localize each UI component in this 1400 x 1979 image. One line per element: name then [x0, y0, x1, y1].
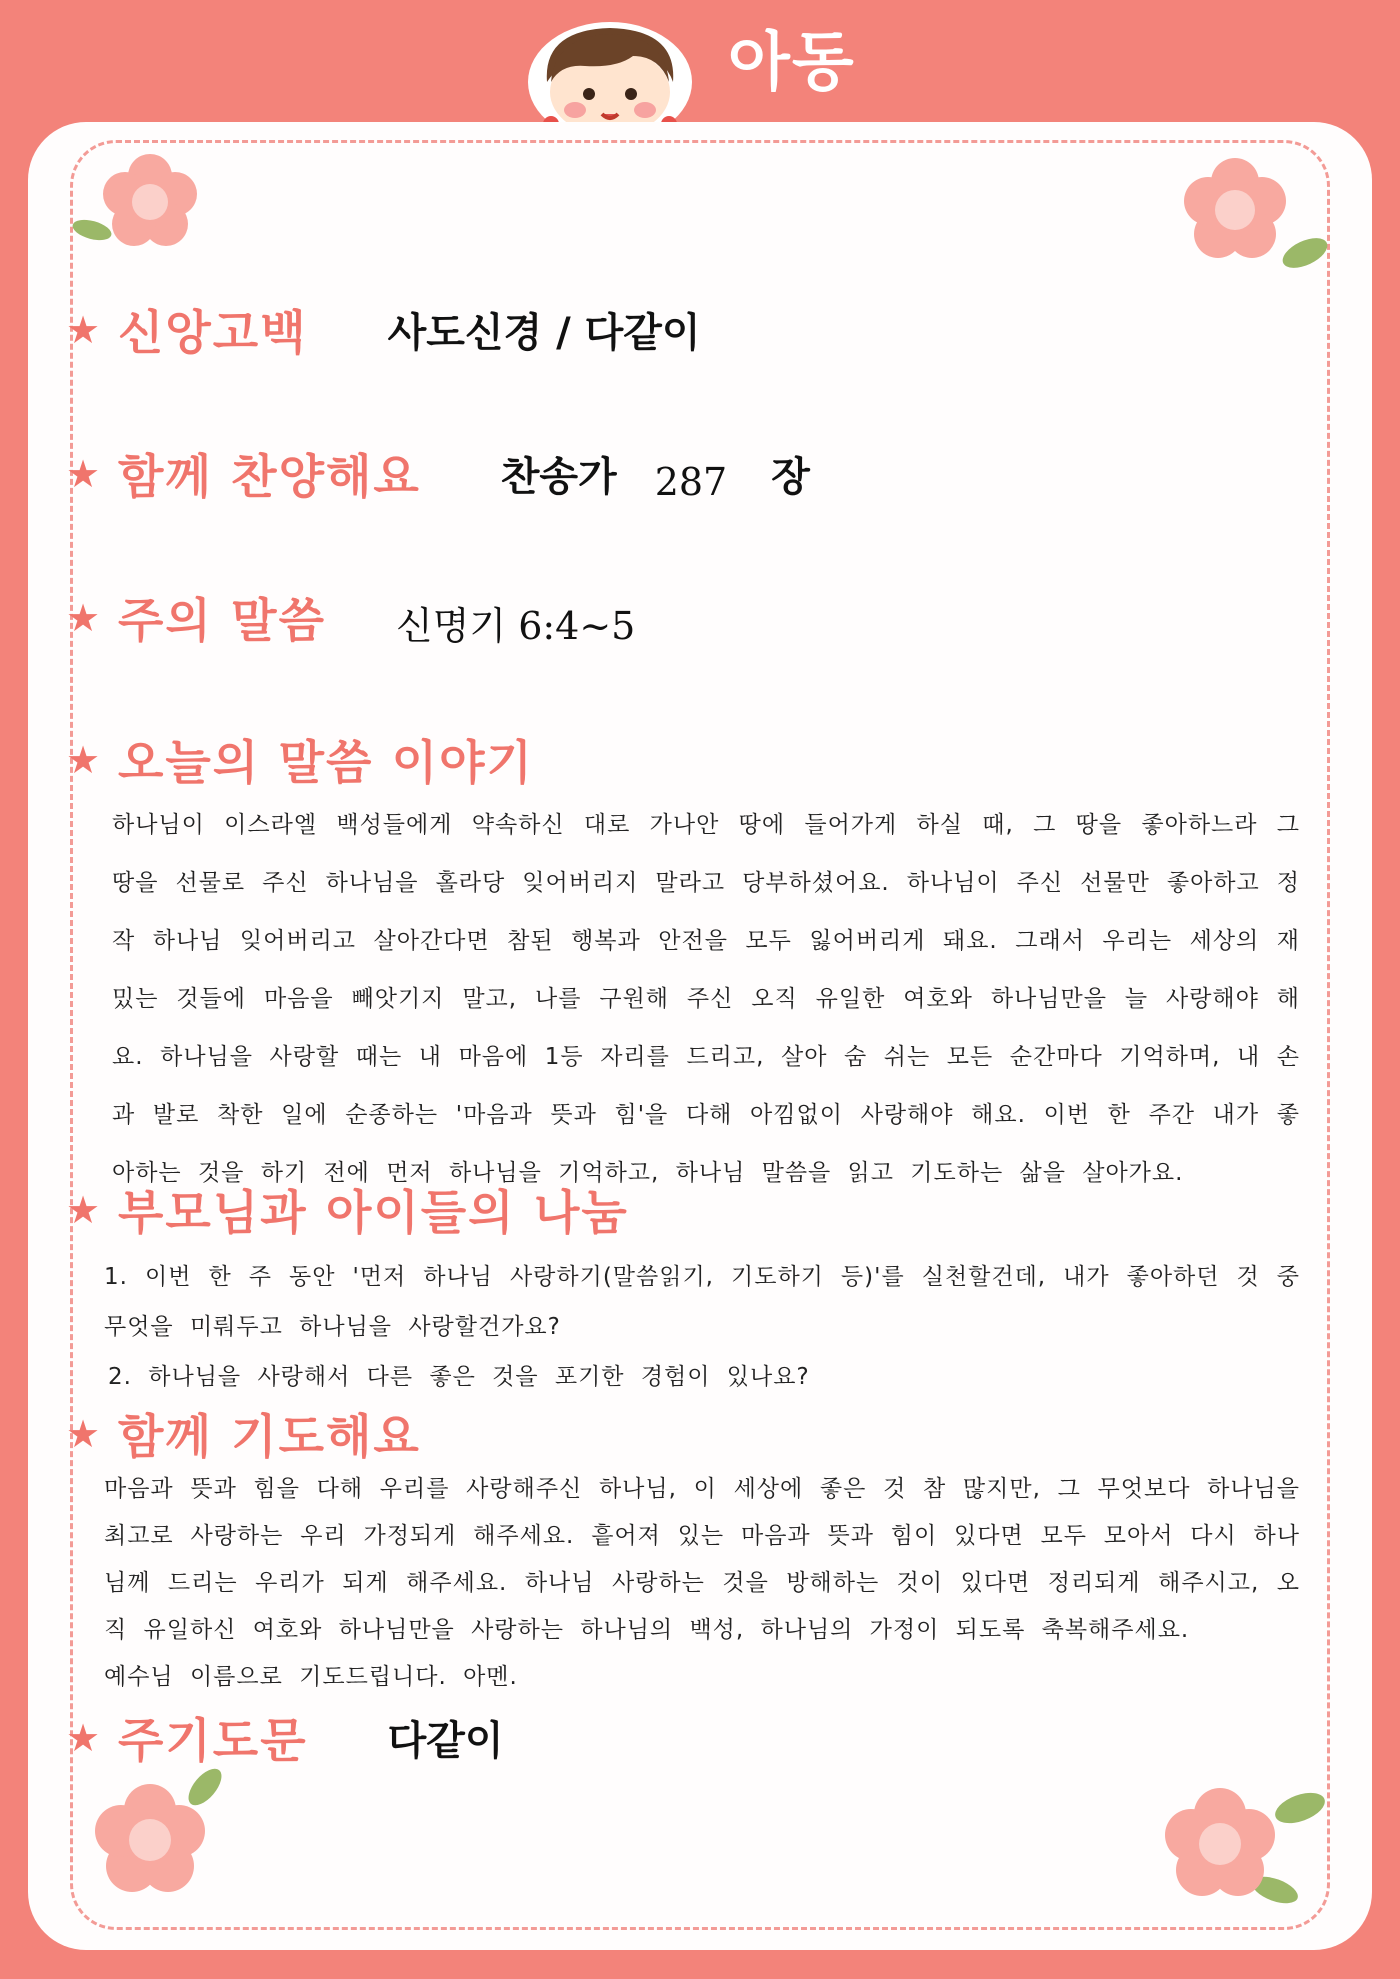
prayer-closing: 예수님 이름으로 기도드립니다. 아멘.: [104, 1664, 518, 1690]
sharing-row: [66, 1176, 629, 1243]
lords-prayer-value: 다같이: [387, 1718, 504, 1764]
verse-value: 신명기 6:4~5: [395, 604, 636, 648]
prayer-label: 함께 기도해요: [118, 1410, 421, 1465]
story-label: 오늘의 말씀 이야기: [118, 736, 534, 791]
verse-label: 주의 말씀: [118, 594, 326, 649]
prayer-paragraph: 마음과 뜻과 힘을 다해 우리를 사랑해주신 하나님, 이 세상에 좋은 것 참 많지만, 그 무엇보다 하나님을 최고로 사랑하는 우리 가정되게 해주세요. 흩어져 있는 마음과 뜻과 힘이 있다면 모두 모아서 다시 하나님께 드리는 우리가 되게 해주세요. 하나님 사랑하는 것을 방해하는 것이 있다면 정리되게 해주시고, 오직 유일하신 여호와 하나님만을 사랑하는 하나님의 백성, 하나님의 가정이 되도록 축복해주세요.: [104, 1476, 1300, 1643]
creed-row: [66, 296, 701, 363]
hymn-row: [66, 440, 810, 507]
prayer-text: [104, 1466, 1300, 1701]
flower-icon: [1165, 155, 1335, 275]
lords-prayer-label: 주기도문: [118, 1714, 308, 1769]
sharing-question-1: 1. 이번 한 주 동안 '먼저 하나님 사랑하기(말씀읽기, 기도하기 등)'를 실천할건데, 내가 좋아하던 것 중 무엇을 미뤄두고 하나님을 사랑할건가요?: [104, 1264, 1300, 1340]
flower-icon: [70, 150, 220, 260]
sharing-label: 부모님과 아이들의 나눔: [118, 1186, 629, 1241]
story-row: [66, 726, 534, 793]
star-icon: ★: [66, 737, 101, 782]
flower-icon: [75, 1765, 245, 1895]
prayer-row: [66, 1400, 421, 1467]
sharing-questions: [104, 1252, 1300, 1402]
hymn-label: 함께 찬양해요: [118, 450, 421, 505]
star-icon: ★: [66, 595, 101, 640]
lords-prayer-row: [66, 1704, 504, 1771]
story-paragraph: 하나님이 이스라엘 백성들에게 약속하신 대로 가나안 땅에 들어가게 하실 때, 그 땅을 좋아하느라 그 땅을 선물로 주신 하나님을 홀라당 잊어버리지 말라고 당부하셨어요. 하나님이 주신 선물만 좋아하고 정작 하나님 잊어버리고 살아간다면 참된 행복과 안전을 모두 잃어버리게 돼요. 그래서 우리는 세상의 재밌는 것들에 마음을 빼앗기지 말고, 나를 구원해 주신 오직 유일한 여호와 하나님만을 늘 사랑해야 해요. 하나님을 사랑할 때는 내 마음에 1등 자리를 드리고, 살아 숨 쉬는 모든 순간마다 기억하며, 내 손과 발로 착한 일에 순종하는 '마음과 뜻과 힘'을 다해 아낌없이 사랑해야 해요. 이번 한 주간 내가 좋아하는 것을 하기 전에 먼저 하나님을 기억하고, 하나님 말씀을 읽고 기도하는 삶을 살아가요.: [112, 812, 1300, 1186]
hymn-prefix: 찬송가: [500, 454, 617, 500]
verse-row: [66, 584, 635, 651]
creed-label: 신앙고백: [118, 306, 308, 361]
star-icon: ★: [66, 451, 101, 496]
story-text: [112, 796, 1300, 1202]
star-icon: ★: [66, 1187, 101, 1232]
creed-value: 사도신경 / 다같이: [387, 310, 701, 356]
star-icon: ★: [66, 1411, 101, 1456]
star-icon: ★: [66, 1715, 101, 1760]
flower-icon: [1140, 1780, 1340, 1910]
star-icon: ★: [66, 307, 101, 352]
sharing-question-2: 2. 하나님을 사랑해서 다른 좋은 것을 포기한 경험이 있나요?: [108, 1364, 810, 1390]
hymn-number: 287: [654, 459, 728, 504]
page-header-title: 아동: [728, 26, 856, 100]
hymn-suffix: 장: [771, 454, 810, 500]
